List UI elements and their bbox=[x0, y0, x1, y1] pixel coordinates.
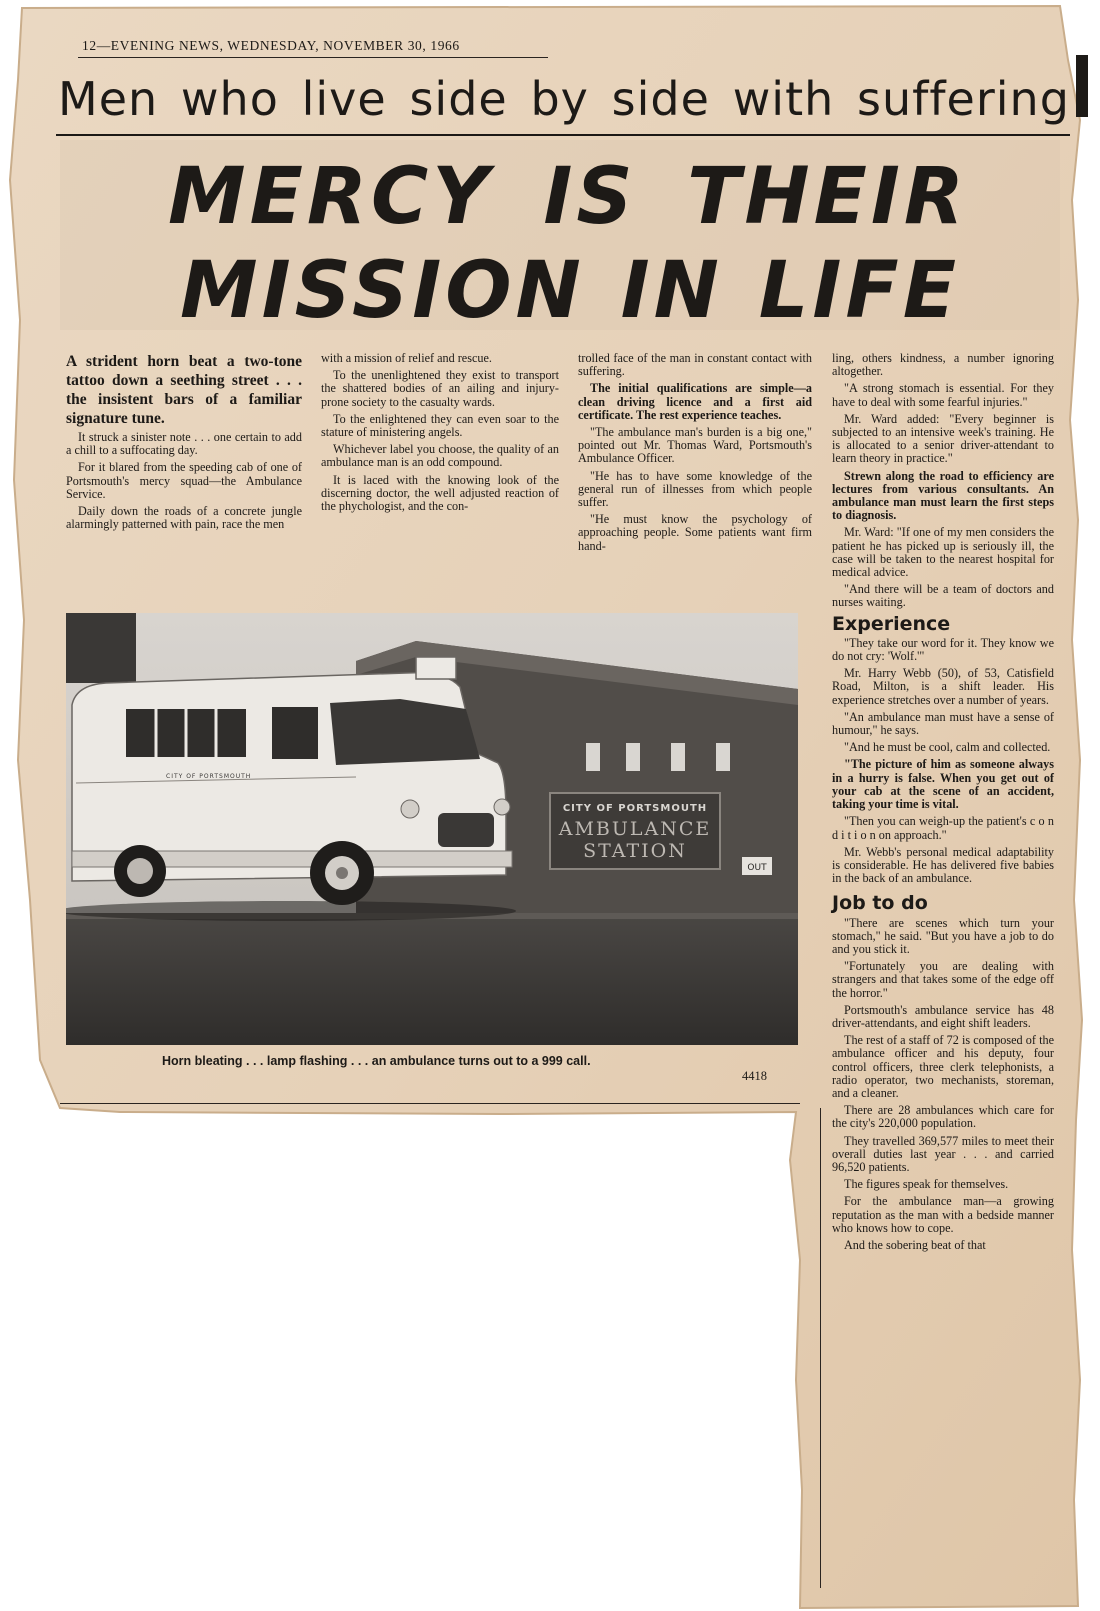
paragraph: And the sobering beat of that bbox=[844, 1237, 986, 1252]
article-column-1 bbox=[66, 352, 302, 535]
strap-word: with bbox=[732, 72, 835, 126]
headline-word: IS bbox=[543, 152, 637, 242]
paragraph: The figures speak for themselves. bbox=[844, 1177, 1009, 1192]
photo-caption: Horn bleating . . . lamp flashing . . . an ambulance turns out to a 999 call. bbox=[162, 1054, 591, 1068]
paragraph: "The picture of him as someone always in a hurry is false. When you get out of your cab at the scene of an accident, taking your time is vital. bbox=[832, 757, 1054, 812]
strap-word: live bbox=[301, 72, 387, 126]
paragraph: Mr. Webb's personal medical adaptability is considerable. He has delivered five babies in the back of an ambulance. bbox=[832, 844, 1054, 886]
photo-reference-number: 4418 bbox=[742, 1069, 767, 1083]
paragraph: They travelled 369,577 miles to meet their overall duties last year . . . and carried 96,520 patients. bbox=[832, 1133, 1054, 1174]
strap-word: side bbox=[409, 72, 508, 126]
strap-rule bbox=[56, 134, 1070, 136]
paragraph: trolled face of the man in constant contact with suffering. bbox=[578, 351, 812, 379]
article-column-2 bbox=[321, 352, 559, 517]
sign-main-text-2: STATION bbox=[583, 840, 687, 862]
strap-word: who bbox=[180, 72, 279, 126]
folio-rule bbox=[78, 57, 548, 58]
ambulance-photograph bbox=[66, 613, 798, 1045]
paragraph: Mr. Harry Webb (50), of 53, Catisfield Road, Milton, is a shift leader. His experience stretches over a number of years. bbox=[832, 666, 1054, 707]
subhead-experience: Experience bbox=[832, 612, 951, 635]
paragraph: The initial qualifications are simple—a clean driving licence and a first aid certificate. The rest experience teaches. bbox=[578, 381, 812, 422]
paragraph: The rest of a staff of 72 is composed of the ambulance officer and his deputy, four control officers, three clerk telephonists, a radio operator, two mechanists, storeman, and a cleaner. bbox=[832, 1033, 1054, 1100]
strap-word: side bbox=[611, 72, 710, 126]
paragraph: with a mission of relief and rescue. bbox=[321, 351, 492, 365]
paragraph: Strewn along the road to efficiency are lectures from various consultants. An ambulance man must learn the first steps to diagnosis. bbox=[832, 468, 1054, 523]
paragraph: "Then you can weigh-up the patient's c o n d i t i o n on approach." bbox=[832, 814, 1054, 842]
column-rule bbox=[820, 1108, 821, 1588]
paragraph: "A strong stomach is essential. For they have to deal with some fearful injuries." bbox=[832, 381, 1054, 409]
article-column-3 bbox=[578, 352, 812, 557]
strap-word: suffering bbox=[857, 72, 1070, 126]
paragraph: "The ambulance man's burden is a big one," pointed out Mr. Thomas Ward, Portsmouth's Ambulance Officer. bbox=[578, 425, 812, 466]
van-livery-text: CITY OF PORTSMOUTH bbox=[166, 773, 252, 780]
intro-paragraph: A strident horn beat a two-tone tattoo down a seething street . . . the insistent bars of a familiar signature tune. bbox=[66, 353, 302, 427]
headline-word: MERCY bbox=[168, 152, 493, 242]
folio-line: 12—EVENING NEWS, WEDNESDAY, NOVEMBER 30, 1966 bbox=[82, 38, 460, 53]
bottom-rule bbox=[60, 1103, 800, 1104]
paragraph: Daily down the roads of a concrete jungle alarmingly patterned with pain, race the men bbox=[66, 504, 302, 532]
subhead-job-to-do: Job to do bbox=[832, 892, 928, 915]
paragraph: It is laced with the knowing look of the discerning doctor, the well adjusted reaction of the phychologist, and the con- bbox=[321, 472, 559, 514]
paragraph: There are 28 ambulances which care for the city's 220,000 population. bbox=[832, 1103, 1054, 1131]
paragraph: "They take our word for it. They know we do not cry: 'Wolf.'" bbox=[832, 635, 1054, 664]
paragraph: "And there will be a team of doctors and nurses waiting. bbox=[832, 582, 1054, 610]
paragraph: Mr. Ward: "If one of my men considers the patient he has picked up is seriously ill, the case will be taken to the nearest hospital for medical advice. bbox=[832, 525, 1054, 580]
headline-word: LIFE bbox=[758, 246, 960, 336]
paragraph: Whichever label you choose, the quality of an ambulance man is an odd compound. bbox=[321, 442, 559, 470]
paragraph: ling, others kindness, a number ignoring altogether. bbox=[832, 351, 1054, 379]
sign-top-text: CITY OF PORTSMOUTH bbox=[562, 803, 708, 814]
paragraph: "He must know the psychology of approaching people. Some patients want firm hand- bbox=[578, 512, 812, 553]
headline-word: IN bbox=[620, 246, 723, 336]
headline-word: THEIR bbox=[687, 152, 968, 242]
headline-word: MISSION bbox=[180, 246, 585, 336]
paragraph: To the enlightened they can even soar to the stature of ministering angels. bbox=[321, 411, 559, 440]
paragraph: To the unenlightened they exist to transport the shattered bodies of an ailing and injury-prone society to the casualty wards. bbox=[321, 368, 559, 409]
strap-word: Men bbox=[58, 72, 159, 126]
paragraph: Portsmouth's ambulance service has 48 driver-attendants, and eight shift leaders. bbox=[832, 1002, 1054, 1030]
paragraph: "And he must be cool, calm and collected. bbox=[844, 740, 1051, 755]
paragraph: "Fortunately you are dealing with strangers and that takes some of the edge off the horror." bbox=[832, 959, 1054, 1000]
sign-main-text-1: AMBULANCE bbox=[558, 818, 712, 840]
article-column-4 bbox=[832, 352, 1054, 1256]
strap-word: by bbox=[530, 72, 589, 126]
paragraph: "An ambulance man must have a sense of humour," he says. bbox=[832, 709, 1054, 738]
strap-headline bbox=[58, 72, 1070, 126]
paragraph: For the ambulance man—a growing reputation as the man with a bedside manner who knows how to cope. bbox=[832, 1194, 1054, 1235]
main-headline-line-1 bbox=[168, 152, 968, 242]
door-sign-text: OUT bbox=[747, 863, 767, 873]
paragraph: "He has to have some knowledge of the general run of illnesses from which people suffer. bbox=[578, 468, 812, 510]
paragraph: For it blared from the speeding cab of one of Portsmouth's mercy squad—the Ambulance Service. bbox=[66, 460, 302, 501]
paragraph: "There are scenes which turn your stomach," he said. "But you have a job to do and you stick it. bbox=[832, 915, 1054, 956]
main-headline-line-2 bbox=[180, 246, 960, 336]
paragraph: Mr. Ward added: "Every beginner is subjected to an intensive week's training. He is allocated to a senior driver-attendant to learn theory in practice." bbox=[832, 411, 1054, 466]
paragraph: It struck a sinister note . . . one certain to add a chill to a suffocating day. bbox=[66, 430, 302, 458]
